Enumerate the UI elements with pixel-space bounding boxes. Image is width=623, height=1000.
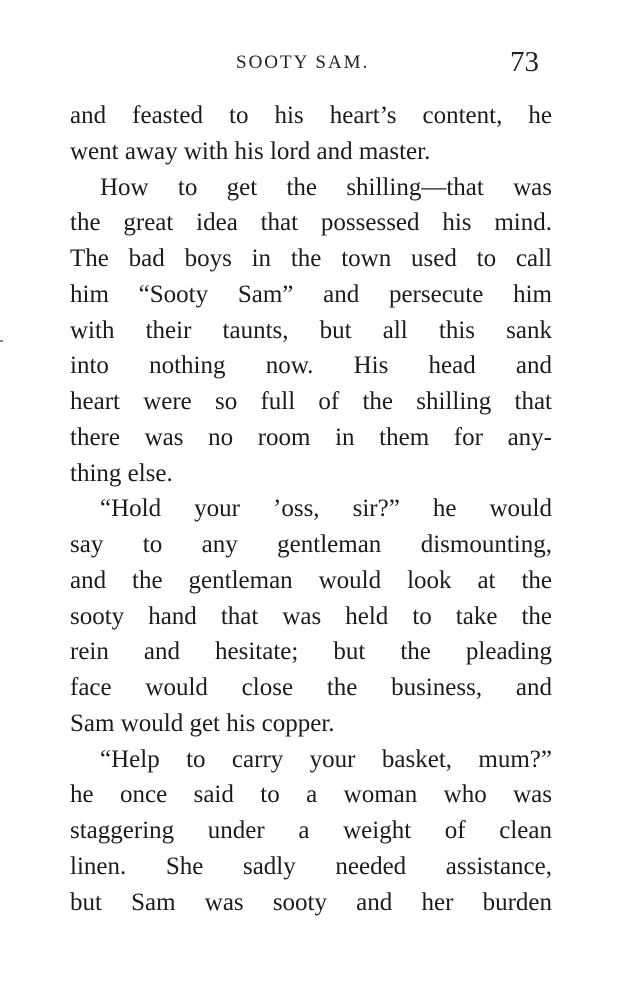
text-line: “Help to carry your basket, mum?”	[100, 745, 552, 773]
text-line: The bad boys in the town used to call	[70, 245, 552, 272]
text-line: staggering under a weight of clean	[70, 817, 552, 844]
text-line: thing else.	[70, 459, 173, 487]
text-line: How to get the shilling—that was	[100, 173, 552, 201]
running-head	[0, 46, 623, 80]
text-line: sooty hand that was held to take the	[70, 602, 552, 630]
text-line: Sam would get his copper.	[70, 709, 335, 737]
text-line: but Sam was sooty and her burden	[70, 888, 552, 916]
text-line: face would close the business, and	[70, 674, 552, 701]
text-line: say to any gentleman dismounting,	[70, 531, 552, 558]
text-line: and feasted to his heart’s content, he	[70, 102, 552, 129]
text-line: he once said to a woman who was	[70, 781, 552, 809]
text-line: “Hold your ’oss, sir?” he would	[100, 495, 552, 523]
text-line: him “Sooty Sam” and persecute him	[70, 280, 552, 308]
page-number: 73	[510, 46, 539, 78]
text-line: the great idea that possessed his mind.	[70, 209, 552, 237]
text-line: rein and hesitate; but the pleading	[70, 638, 552, 666]
text-line: into nothing now. His head and	[70, 352, 552, 380]
text-line: linen. She sadly needed assistance,	[70, 852, 552, 880]
text-line: with their taunts, but all this sank	[70, 316, 552, 344]
text-line: and the gentleman would look at the	[70, 566, 552, 594]
margin-mark	[0, 340, 3, 342]
running-title: SOOTY SAM.	[236, 52, 370, 73]
text-line: went away with his lord and master.	[70, 137, 431, 165]
body-text	[70, 98, 552, 920]
text-line: there was no room in them for any-	[70, 423, 552, 451]
text-line: heart were so full of the shilling that	[70, 388, 552, 415]
